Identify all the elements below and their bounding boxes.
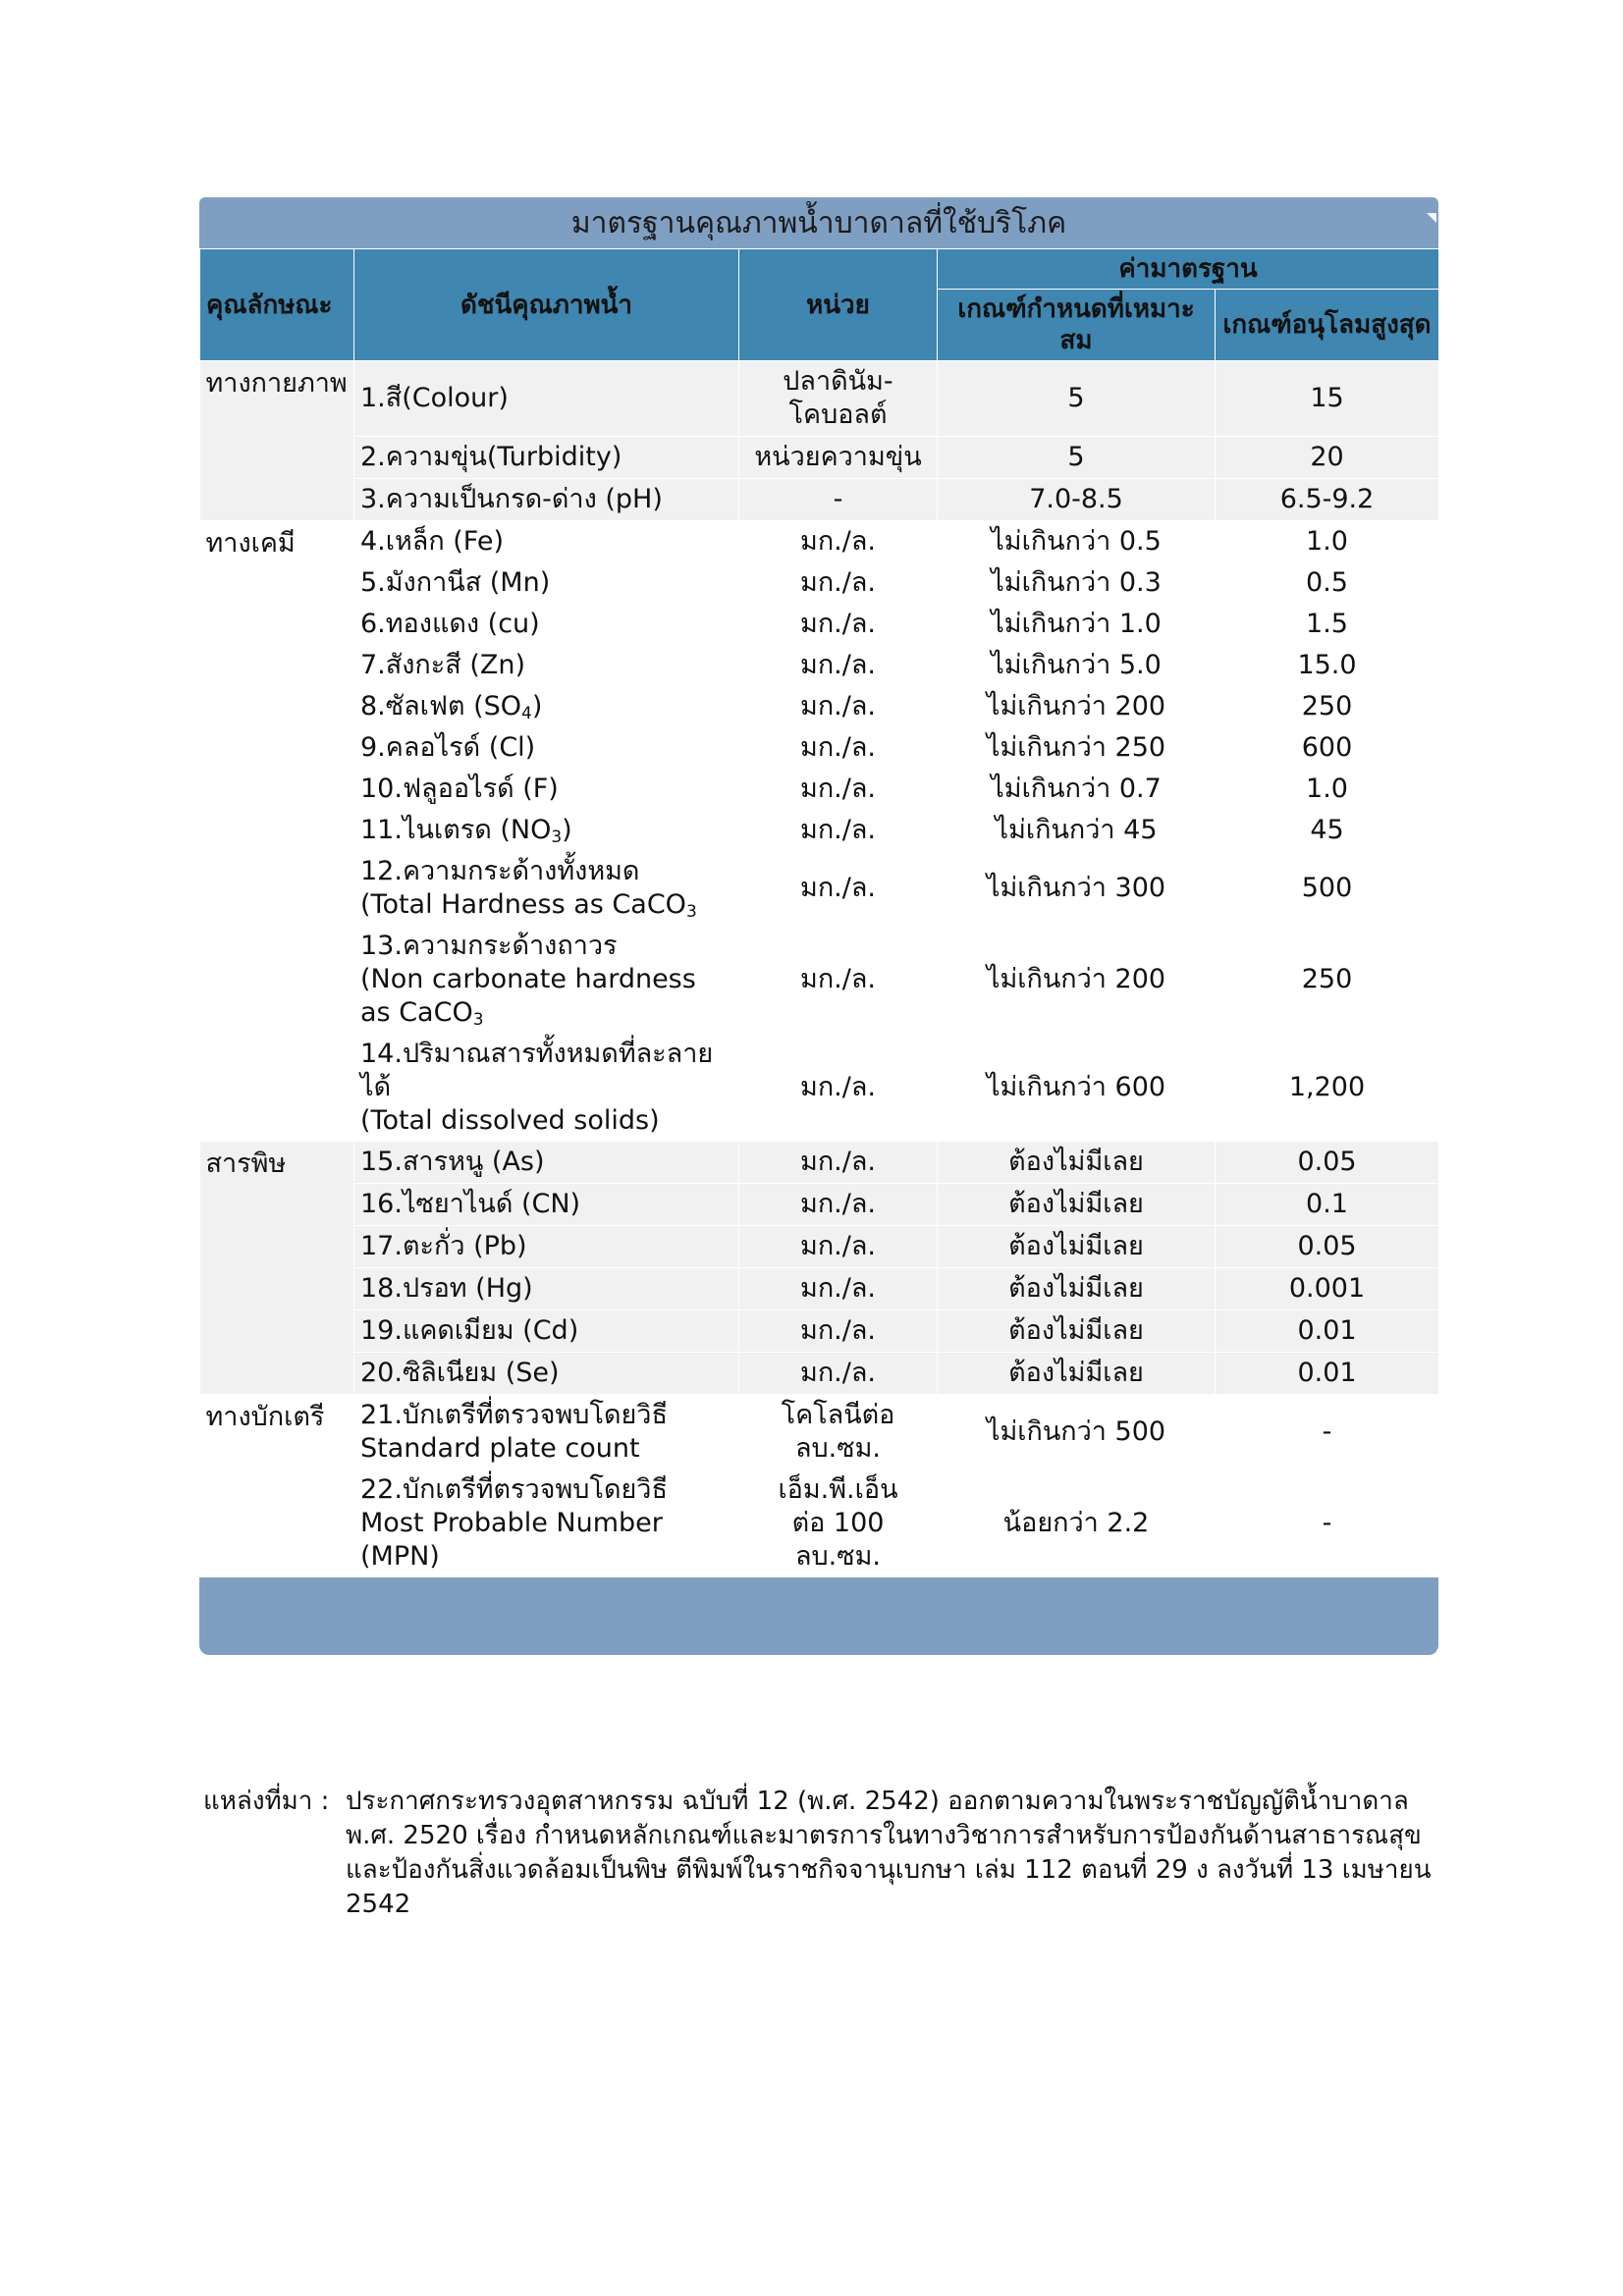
- parameter-cell: 6.ทองแดง (cu): [354, 604, 739, 645]
- parameter-cell: 2.ความขุ่น(Turbidity): [354, 437, 739, 479]
- table-row: [200, 437, 1439, 479]
- parameter-suffix: ): [531, 691, 543, 721]
- suitable-value-cell: 7.0-8.5: [938, 479, 1216, 521]
- unit-cell: มก./ล.: [739, 1353, 938, 1395]
- source-label: แหล่งที่มา :: [203, 1787, 330, 1816]
- table-row: [200, 645, 1439, 686]
- max-value-cell: 0.5: [1216, 562, 1439, 604]
- unit-cell: มก./ล.: [739, 769, 938, 810]
- suitable-value-cell: ต้องไม่มีเลย: [938, 1226, 1216, 1268]
- max-value-cell: 0.1: [1216, 1184, 1439, 1226]
- unit-cell: มก./ล.: [739, 1142, 938, 1184]
- suitable-value-cell: ไม่เกินกว่า 0.5: [938, 521, 1216, 563]
- max-value-cell: 0.05: [1216, 1226, 1439, 1268]
- water-quality-table: [199, 248, 1439, 1577]
- suitable-value-cell: ไม่เกินกว่า 45: [938, 810, 1216, 851]
- max-value-cell: 250: [1216, 926, 1439, 1034]
- standards-document: [199, 197, 1438, 1655]
- table-row: [200, 562, 1439, 604]
- subscript: 3: [472, 1010, 484, 1030]
- parameter-cell: 15.สารหนู (As): [354, 1142, 739, 1184]
- unit-cell: มก./ล.: [739, 604, 938, 645]
- suitable-value-cell: 5: [938, 361, 1216, 437]
- table-row: [200, 810, 1439, 851]
- suitable-value-cell: ต้องไม่มีเลย: [938, 1184, 1216, 1226]
- source-text: ประกาศกระทรวงอุตสาหกรรม ฉบับที่ 12 (พ.ศ. 2542) ออกตามความในพระราชบัญญัติน้ำบาดาล พ.ศ. 2520 เรื่อง กำหนดหลักเกณฑ์และมาตรการในทางวิชาการสำหรับการป้องกันด้านสาธารณสุข และป้องกันสิ่งแวดล้อมเป็นพิษ ตีพิมพ์ในราชกิจจานุเบกษา เล่ม 112 ตอนที่ 29 ง ลงวันที่ 13 เมษายน 2542: [346, 1787, 1432, 1919]
- suitable-value-cell: ต้องไม่มีเลย: [938, 1310, 1216, 1353]
- parameter-cell: 18.ปรอท (Hg): [354, 1268, 739, 1310]
- parameter-cell: 22.บักเตรีที่ตรวจพบโดยวิธี Most Probable Number (MPN): [354, 1469, 739, 1577]
- parameter-cell: 21.บักเตรีที่ตรวจพบโดยวิธี Standard plate count: [354, 1395, 739, 1470]
- category-cell: ทางบักเตรี: [200, 1395, 354, 1578]
- table-footer-bar: [199, 1577, 1438, 1655]
- table-row: [200, 851, 1439, 926]
- suitable-value-cell: ไม่เกินกว่า 200: [938, 926, 1216, 1034]
- table-body: [200, 361, 1439, 1578]
- suitable-value-cell: ไม่เกินกว่า 200: [938, 686, 1216, 727]
- suitable-value-cell: ไม่เกินกว่า 250: [938, 727, 1216, 769]
- table-row: [200, 1226, 1439, 1268]
- unit-cell: โคโลนีต่อ ลบ.ซม.: [739, 1395, 938, 1470]
- header-index: ดัชนีคุณภาพน้ำ: [354, 249, 739, 361]
- table-row: [200, 1184, 1439, 1226]
- parameter-cell: 4.เหล็ก (Fe): [354, 521, 739, 563]
- subscript: 3: [685, 902, 697, 922]
- max-value-cell: 600: [1216, 727, 1439, 769]
- parameter-cell: 19.แคดเมียม (Cd): [354, 1310, 739, 1353]
- parameter-cell: 9.คลอไรด์ (Cl): [354, 727, 739, 769]
- suitable-value-cell: ต้องไม่มีเลย: [938, 1142, 1216, 1184]
- category-cell: สารพิษ: [200, 1142, 354, 1395]
- unit-cell: มก./ล.: [739, 1034, 938, 1142]
- unit-cell: มก./ล.: [739, 562, 938, 604]
- suitable-value-cell: ไม่เกินกว่า 0.7: [938, 769, 1216, 810]
- max-value-cell: 0.001: [1216, 1268, 1439, 1310]
- max-value-cell: 1.0: [1216, 769, 1439, 810]
- suitable-value-cell: ไม่เกินกว่า 1.0: [938, 604, 1216, 645]
- table-row: [200, 1395, 1439, 1470]
- parameter-suffix: ): [562, 815, 572, 845]
- unit-cell: มก./ล.: [739, 1226, 938, 1268]
- suitable-value-cell: ไม่เกินกว่า 0.3: [938, 562, 1216, 604]
- parameter-cell: 5.มังกานีส (Mn): [354, 562, 739, 604]
- unit-cell: มก./ล.: [739, 645, 938, 686]
- header-unit: หน่วย: [739, 249, 938, 361]
- unit-cell: ปลาดินัม-โคบอลต์: [739, 361, 938, 437]
- unit-cell: มก./ล.: [739, 727, 938, 769]
- suitable-value-cell: ต้องไม่มีเลย: [938, 1268, 1216, 1310]
- table-title-bar: [199, 197, 1438, 248]
- suitable-value-cell: ไม่เกินกว่า 500: [938, 1395, 1216, 1470]
- max-value-cell: 500: [1216, 851, 1439, 926]
- table-row: [200, 926, 1439, 1034]
- parameter-cell: 12.ความกระด้างทั้งหมด (Total Hardness as CaCO$_3$: [354, 851, 739, 926]
- unit-cell: เอ็ม.พี.เอ็น ต่อ 100 ลบ.ซม.: [739, 1469, 938, 1577]
- parameter-cell: 11.ไนเตรด $(NO_3)$: [354, 810, 739, 851]
- max-value-cell: 1.0: [1216, 521, 1439, 563]
- parameter-cell: 14.ปริมาณสารทั้งหมดที่ละลายได้ (Total dissolved solids): [354, 1034, 739, 1142]
- unit-cell: มก./ล.: [739, 810, 938, 851]
- table-row: [200, 361, 1439, 437]
- parameter-cell: 10.ฟลูออไรด์ (F): [354, 769, 739, 810]
- unit-cell: -: [739, 479, 938, 521]
- max-value-cell: 1,200: [1216, 1034, 1439, 1142]
- source-note: [203, 1785, 1440, 1922]
- max-value-cell: -: [1216, 1395, 1439, 1470]
- max-value-cell: 15.0: [1216, 645, 1439, 686]
- table-row: [200, 1310, 1439, 1353]
- table-title: มาตรฐานคุณภาพน้ำบาดาลที่ใช้บริโภค: [570, 205, 1067, 240]
- table-row: [200, 727, 1439, 769]
- parameter-cell: 13.ความกระด้างถาวร (Non carbonate hardness as CaCO$_3$: [354, 926, 739, 1034]
- parameter-cell: 8.ซัลเฟต $(SO_4)$: [354, 686, 739, 727]
- unit-cell: หน่วยความขุ่น: [739, 437, 938, 479]
- table-row: [200, 686, 1439, 727]
- subscript: 3: [551, 828, 563, 847]
- suitable-value-cell: น้อยกว่า 2.2: [938, 1469, 1216, 1577]
- parameter-cell: 16.ไซยาไนด์ (CN): [354, 1184, 739, 1226]
- suitable-value-cell: ไม่เกินกว่า 300: [938, 851, 1216, 926]
- category-cell: ทางกายภาพ: [200, 361, 354, 521]
- table-row: [200, 1469, 1439, 1577]
- max-value-cell: 6.5-9.2: [1216, 479, 1439, 521]
- category-cell: ทางเคมี: [200, 521, 354, 1143]
- suitable-value-cell: ต้องไม่มีเลย: [938, 1353, 1216, 1395]
- parameter-cell: 17.ตะกั่ว (Pb): [354, 1226, 739, 1268]
- unit-cell: มก./ล.: [739, 851, 938, 926]
- max-value-cell: -: [1216, 1469, 1439, 1577]
- max-value-cell: 0.01: [1216, 1353, 1439, 1395]
- parameter-cell: 3.ความเป็นกรด-ด่าง (pH): [354, 479, 739, 521]
- max-value-cell: 1.5: [1216, 604, 1439, 645]
- max-value-cell: 20: [1216, 437, 1439, 479]
- max-value-cell: 45: [1216, 810, 1439, 851]
- table-row: [200, 604, 1439, 645]
- header-standard: ค่ามาตรฐาน: [938, 249, 1439, 290]
- suitable-value-cell: ไม่เกินกว่า 5.0: [938, 645, 1216, 686]
- header-characteristic: คุณลักษณะ: [200, 249, 354, 361]
- table-row: [200, 1142, 1439, 1184]
- table-row: [200, 521, 1439, 563]
- table-row: [200, 479, 1439, 521]
- table-row: [200, 1268, 1439, 1310]
- unit-cell: มก./ล.: [739, 686, 938, 727]
- suitable-value-cell: ไม่เกินกว่า 600: [938, 1034, 1216, 1142]
- unit-cell: มก./ล.: [739, 926, 938, 1034]
- table-row: [200, 1034, 1439, 1142]
- header-max-allowed: เกณฑ์อนุโลมสูงสุด: [1216, 290, 1439, 361]
- subscript: 4: [521, 704, 532, 723]
- header-suitable: เกณฑ์กำหนดที่เหมาะสม: [938, 290, 1216, 361]
- table-row: [200, 1353, 1439, 1395]
- parameter-cell: 7.สังกะสี (Zn): [354, 645, 739, 686]
- unit-cell: มก./ล.: [739, 1310, 938, 1353]
- max-value-cell: 0.01: [1216, 1310, 1439, 1353]
- max-value-cell: 0.05: [1216, 1142, 1439, 1184]
- unit-cell: มก./ล.: [739, 1184, 938, 1226]
- title-corner-decoration: [1427, 213, 1436, 223]
- max-value-cell: 250: [1216, 686, 1439, 727]
- max-value-cell: 15: [1216, 361, 1439, 437]
- table-row: [200, 769, 1439, 810]
- parameter-cell: 1.สี(Colour): [354, 361, 739, 437]
- unit-cell: มก./ล.: [739, 1268, 938, 1310]
- parameter-cell: 20.ซิลิเนียม (Se): [354, 1353, 739, 1395]
- suitable-value-cell: 5: [938, 437, 1216, 479]
- unit-cell: มก./ล.: [739, 521, 938, 563]
